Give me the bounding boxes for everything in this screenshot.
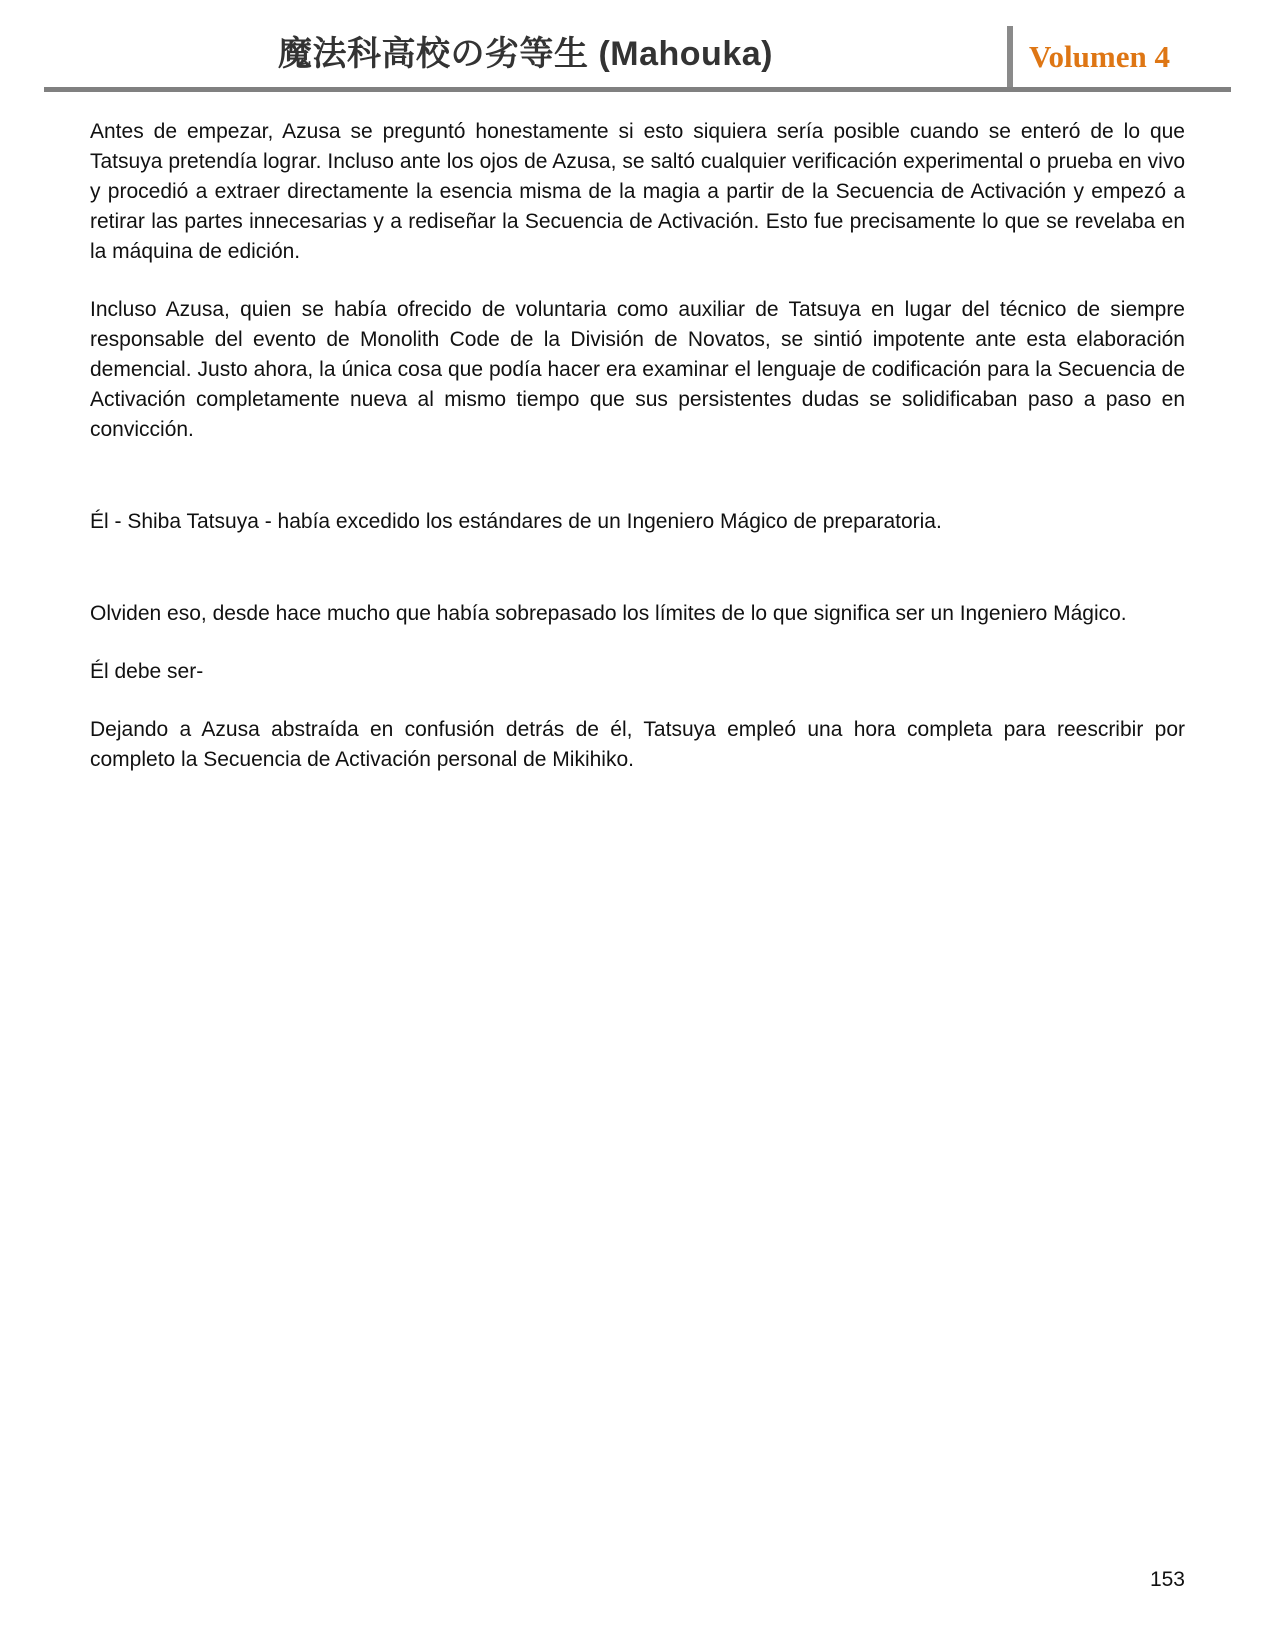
header-volume-area [1007, 26, 1231, 87]
document-title: 魔法科高校の劣等生 (Mahouka) [278, 35, 773, 73]
page-header [44, 26, 1231, 92]
paragraph-6: Dejando a Azusa abstraída en confusión detrás de él, Tatsuya empleó una hora completa para reescribir por completo la Secuencia de Activación personal de Mikihiko. [90, 718, 1185, 771]
volume-label: Volumen 4 [1029, 39, 1170, 74]
paragraph-2: Incluso Azusa, quien se había ofrecido de voluntaria como auxiliar de Tatsuya en lugar del técnico de siempre responsable del evento de Monolith Code de la División de Novatos, se sintió impotente ante esta elaboración demencial. Justo ahora, la única cosa que podía hacer era examinar el lenguaje de codificación para la Secuencia de Activación completamente nueva al mismo tiempo que sus persistentes dudas se solidificaban paso a paso en convicción. [90, 298, 1185, 441]
paragraph-3: Él - Shiba Tatsuya - había excedido los estándares de un Ingeniero Mágico de preparatoria. [90, 510, 942, 533]
page-number: 153 [1149, 1568, 1185, 1591]
header-title-area [44, 26, 1007, 87]
page-body [90, 92, 1185, 775]
paragraph-4: Olviden eso, desde hace mucho que había sobrepasado los límites de lo que significa ser un Ingeniero Mágico. [90, 602, 1127, 625]
page-footer [1150, 1568, 1185, 1592]
paragraph-5: Él debe ser- [90, 660, 204, 683]
paragraph-1: Antes de empezar, Azusa se preguntó honestamente si esto siquiera sería posible cuando se enteró de lo que Tatsuya pretendía lograr. Incluso ante los ojos de Azusa, se saltó cualquier verificación experimental o prueba en vivo y procedió a extraer directamente la esencia misma de la magia a partir de la Secuencia de Activación y empezó a retirar las partes innecesarias y a rediseñar la Secuencia de Activación. Esto fue precisamente lo que se revelaba en la máquina de edición. [90, 120, 1185, 263]
